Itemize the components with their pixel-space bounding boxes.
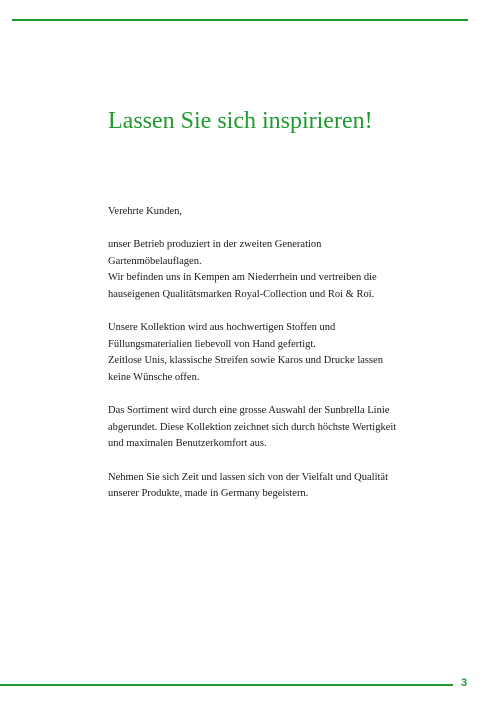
text-line: Füllungsmaterialien liebevoll von Hand gefertigt.	[108, 338, 316, 350]
top-divider	[12, 19, 468, 21]
paragraph-3	[108, 403, 408, 453]
text-line: hauseigenen Qualitätsmarken Royal-Collection und Roi & Roi.	[108, 288, 375, 300]
salutation: Verehrte Kunden,	[108, 206, 183, 217]
text-line: Gartenmöbelauflagen.	[108, 255, 202, 267]
paragraph-4	[108, 470, 408, 503]
text-line: abgerundet. Diese Kollektion zeichnet sich durch höchste Wertigkeit	[108, 421, 397, 433]
text-line: und maximalen Benutzerkomfort aus.	[108, 438, 267, 450]
page-number: 3	[461, 677, 468, 689]
text-line: Zeitlose Unis, klassische Streifen sowie Karos und Drucke lassen	[108, 355, 383, 367]
page-headline: Lassen Sie sich inspirieren!	[108, 108, 373, 134]
text-line: unserer Produkte, made in Germany begeistern.	[108, 488, 309, 500]
paragraph-1	[108, 237, 408, 303]
text-line: unser Betrieb produziert in der zweiten Generation	[108, 239, 322, 251]
text-line: Nehmen Sie sich Zeit und lassen sich von der Vielfalt und Qualität	[108, 471, 388, 483]
paragraph-2	[108, 320, 408, 386]
letter-body	[108, 204, 408, 519]
text-line: Unsere Kollektion wird aus hochwertigen Stoffen und	[108, 322, 336, 334]
bottom-divider	[0, 684, 453, 686]
text-line: Wir befinden uns in Kempen am Niederrhein und vertreiben die	[108, 272, 377, 284]
text-line: Das Sortiment wird durch eine grosse Auswahl der Sunbrella Linie	[108, 405, 390, 417]
text-line: keine Wünsche offen.	[108, 371, 200, 383]
